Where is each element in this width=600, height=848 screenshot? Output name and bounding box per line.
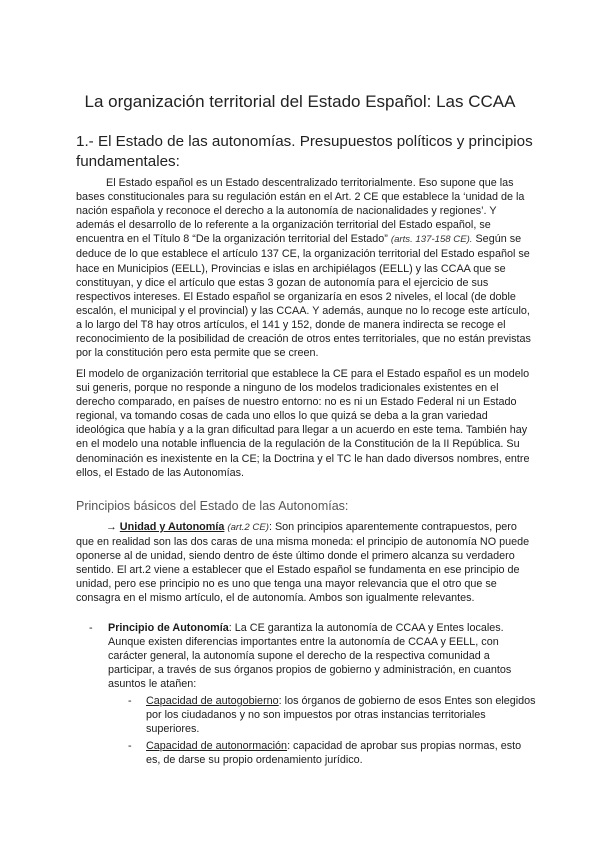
section-1-paragraph-1 — [76, 176, 536, 360]
bullet-dash-icon: - — [89, 622, 93, 634]
unidad-autonomia-text: : Son principios aparentemente contrapuestos, pero que en realidad son las dos caras de una misma moneda: el principio de autonomía NO puede oponerse al de unidad, siendo dentro de éste último donde el primero alcanza su verdadero sentido. El art.2 viene a establecer que el Estado español se fundamenta en ese principio de unidad, pero ese principio no es uno que tenga una mayor relevancia que el otro que se consagra en el mismo artículo, el de autonomía. Ambos son igualmente relevantes. — [76, 521, 530, 605]
autonormacion-label: Capacidad de autonormación — [146, 740, 288, 752]
paragraph-1-text-b: Según se deduce de lo que establece el artículo 137 CE, la organización territorial del Estado español se hace en Municipios (EELL), Provincias e islas en archipiélagos (EELL) y las CCAA que se constituyan, y dice el artículo que estas 3 gozan de autonomía para el ejercicio de sus respectivos intereses. El Estado español se organizaría en esos 2 niveles, el local (de doble escalón, el municipal y el provincial) y las CCAA. Y además, aunque no lo recoge este artículo, a lo largo del T8 hay otros artículos, el 141 y 152, donde de manera indirecta se recoge el reconocimiento de la posibilidad de creación de otros entes territoriales, que no están previstas por la constitución pero esta permite que se creen. — [76, 233, 531, 360]
autogobierno-item — [146, 694, 536, 736]
sub-bullet-dash-icon: - — [128, 695, 132, 707]
autogobierno-label: Capacidad de autogobierno — [146, 695, 279, 707]
section-1-paragraph-2: El modelo de organización territorial que establece la CE para el Estado español es un modelo sui generis, porque no responde a ninguno de los modelos tradicionales existentes en el derecho comparado, en países de nuestro entorno: no es ni un Estado Federal ni un Estado regional, va tomando cosas de cada uno ellos lo que quizá se deba a la gran variedad ideológica que había y a la gran dificultad para llegar a un acuerdo en este tema. También hay en el modelo una notable influencia de la regulación de la Constitución de la II República. Su denominación es inexistente en la CE; la Doctrina y el TC le han dado diversos nombres, entre ellos, el Estado de las Autonomías. — [76, 368, 530, 479]
sub-bullet-dash-icon: - — [128, 740, 132, 752]
principio-autonomia-text: : La CE garantiza la autonomía de CCAA y Entes locales. Aunque existen diferencias importantes entre la autonomía de CCAA y EELL, con carácter general, la autonomía supone el derecho de la respectiva comunidad a participar, a través de sus órganos propios de gobierno y administración, en cuantos asuntos le atañen: — [108, 622, 512, 691]
unidad-autonomia-paragraph — [76, 520, 536, 606]
unidad-autonomia-citation: (art.2 CE) — [227, 522, 269, 533]
principio-autonomia-label: Principio de Autonomía — [108, 622, 229, 634]
section-1-heading: 1.- El Estado de las autonomías. Presupuestos políticos y principios fundamentales: — [76, 133, 533, 170]
unidad-autonomia-label: Unidad y Autonomía — [119, 521, 225, 533]
paragraph-1-citation: (arts. 137-158 CE). — [390, 234, 473, 246]
paragraph-1-text-a: El Estado español es un Estado descentralizado territorialmente. Eso supone que las bases constitucionales para su regulación están en el Art. 2 CE que establece la ‘unidad de la nación española y reconoce el derecho a la autonomía de nacionalidades y regiones’. Y además el desarrollo de lo referente a la organización territorial del Estado español, se encuentra en el Título 8 “De la organización territorial del Estado” — [76, 177, 525, 246]
principio-autonomia-item — [108, 621, 536, 691]
arrow-icon: → — [106, 521, 117, 533]
autogobierno-text: : los órganos de gobierno de esos Entes son elegidos por los ciudadanos y no son impuestos por otras instancias territoriales superiores. — [146, 695, 536, 736]
autonormacion-text: : capacidad de aprobar sus propias normas, esto es, de darse su propio ordenamiento jurídico. — [146, 740, 522, 767]
document-title: La organización territorial del Estado Español: Las CCAA — [84, 92, 516, 111]
autonormacion-item — [146, 739, 536, 767]
section-2-heading: Principios básicos del Estado de las Autonomías: — [76, 499, 349, 513]
